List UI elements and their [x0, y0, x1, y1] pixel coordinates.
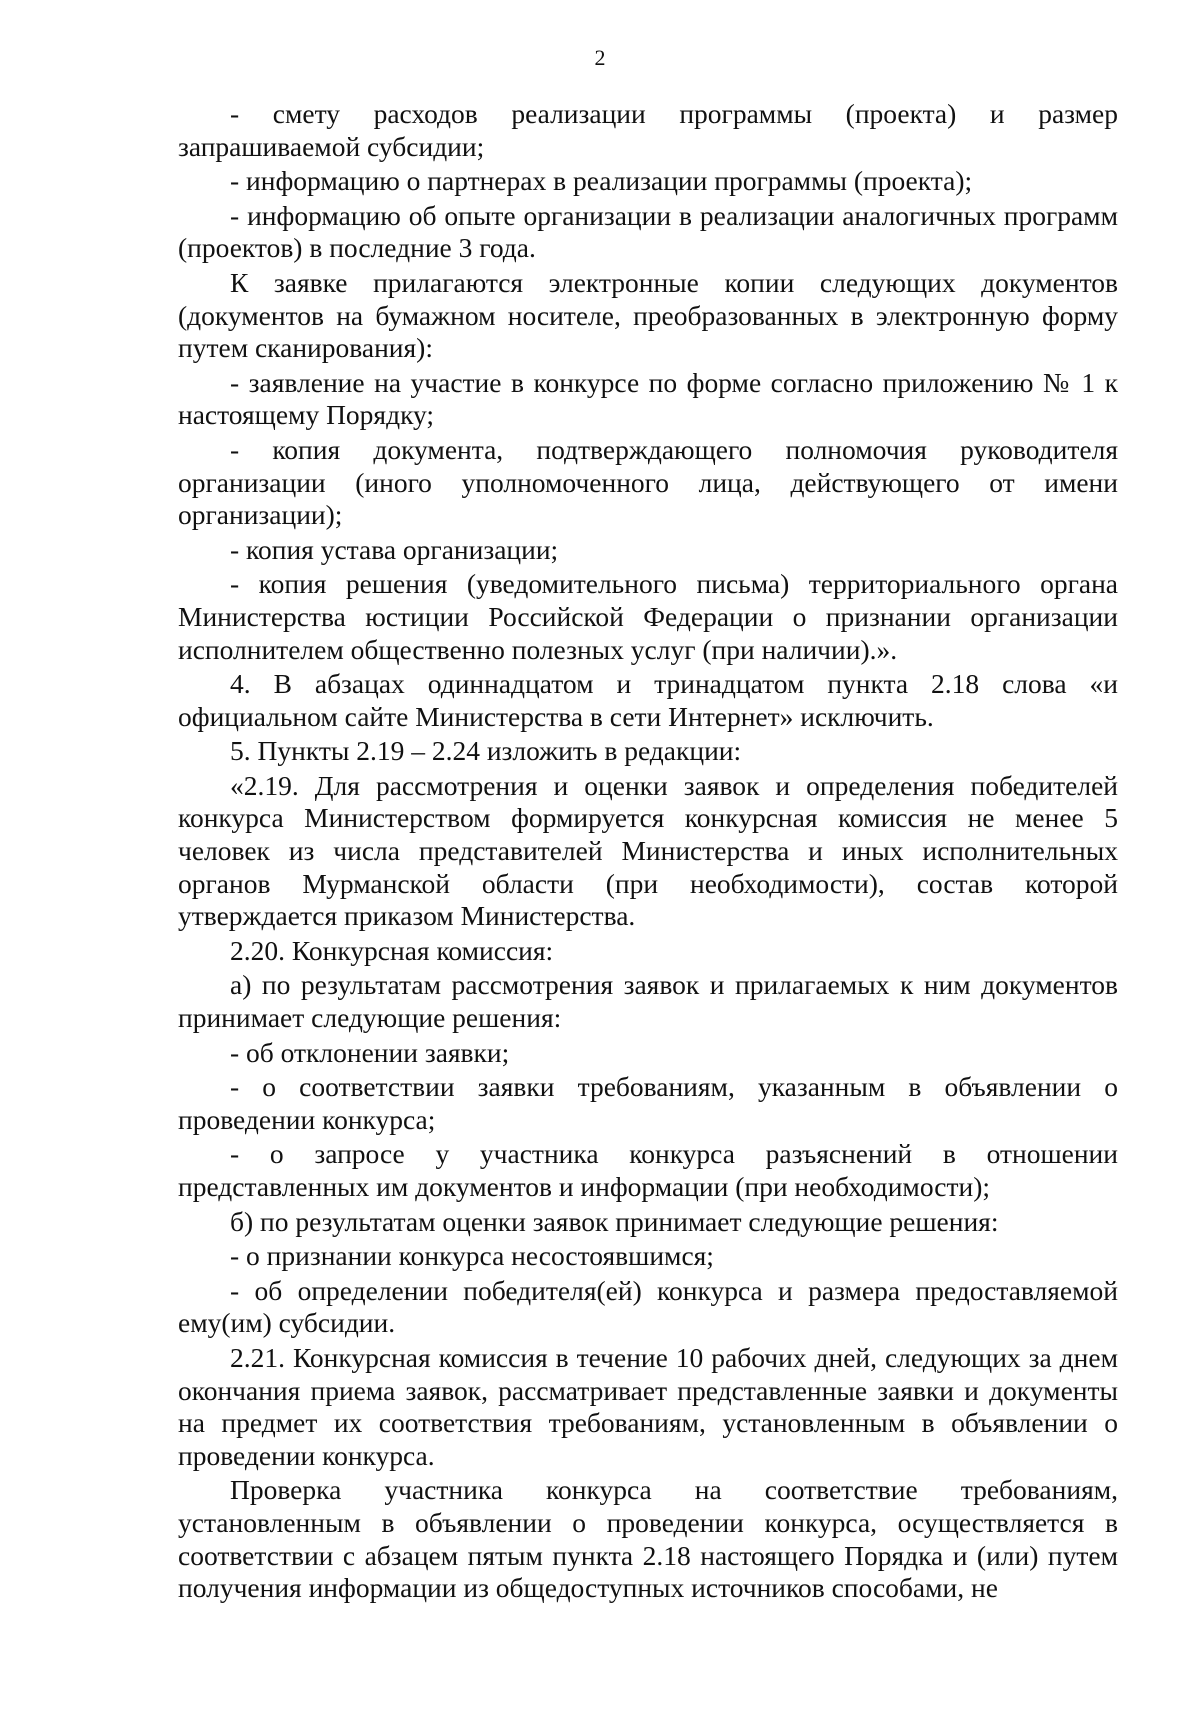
- paragraph: - копия документа, подтверждающего полномочия руководителя организации (иного уполномоченного лица, действующего от имени организации);: [178, 433, 1118, 531]
- paragraph: - копия устава организации;: [230, 533, 559, 565]
- paragraph: - о соответствии заявки требованиям, указанным в объявлении о проведении конкурса;: [178, 1071, 1118, 1135]
- paragraph: - копия решения (уведомительного письма) территориального органа Министерства юстиции Российской Федерации о признании организации исполнителем общественно полезных услуг (при наличии).».: [178, 568, 1118, 665]
- paragraph: - информацию о партнерах в реализации программы (проекта);: [230, 165, 973, 197]
- paragraph: 2.20. Конкурсная комиссия:: [230, 934, 554, 966]
- paragraph: - заявление на участие в конкурсе по форме согласно приложению № 1 к настоящему Порядку;: [178, 366, 1118, 431]
- paragraph: - о признании конкурса несостоявшимся;: [230, 1240, 714, 1272]
- paragraph: - о запросе у участника конкурса разъяснений в отношении представленных им документов и информации (при необходимости);: [178, 1138, 1118, 1202]
- paragraph: Проверка участника конкурса на соответствие требованиям, установленным в объявлении о проведении конкурса, осуществляется в соответствии с абзацем пятым пункта 2.18 настоящего Порядка и (или) путем получения информации из общедоступных источников способами, не: [178, 1474, 1118, 1604]
- paragraph: а) по результатам рассмотрения заявок и прилагаемых к ним документов принимает следующие решения:: [178, 969, 1118, 1034]
- paragraph: б) по результатам оценки заявок принимает следующие решения:: [230, 1205, 999, 1237]
- paragraph: - смету расходов реализации программы (проекта) и размер запрашиваемой субсидии;: [178, 98, 1118, 162]
- paragraph: К заявке прилагаются электронные копии следующих документов (документов на бумажном носителе, преобразованных в электронную форму путем сканирования):: [178, 266, 1118, 364]
- paragraph: 4. В абзацах одиннадцатом и тринадцатом пункта 2.18 слова «и официальном сайте Министерства в сети Интернет» исключить.: [178, 668, 1118, 732]
- paragraph: - об отклонении заявки;: [230, 1036, 510, 1068]
- paragraph: 2.21. Конкурсная комиссия в течение 10 рабочих дней, следующих за днем окончания приема заявок, рассматривает представленные заявки и документы на предмет их соответствия требованиям, установленным в объявлении о проведении конкурса.: [178, 1341, 1118, 1471]
- paragraph: - об определении победителя(ей) конкурса и размера предоставляемой ему(им) субсидии.: [178, 1274, 1118, 1339]
- paragraph: «2.19. Для рассмотрения и оценки заявок и определения победителей конкурса Министерством формируется конкурсная комиссия не менее 5 человек из числа представителей Министерства и иных исполнительных органов Мурманской области (при необходимости), состав которой утверждается приказом Министерства.: [178, 769, 1118, 932]
- paragraph: - информацию об опыте организации в реализации аналогичных программ (проектов) в последние 3 года.: [178, 199, 1118, 264]
- page-number: 2: [594, 45, 606, 70]
- document-body: [178, 98, 1118, 1607]
- paragraph: 5. Пункты 2.19 – 2.24 изложить в редакции:: [230, 735, 742, 767]
